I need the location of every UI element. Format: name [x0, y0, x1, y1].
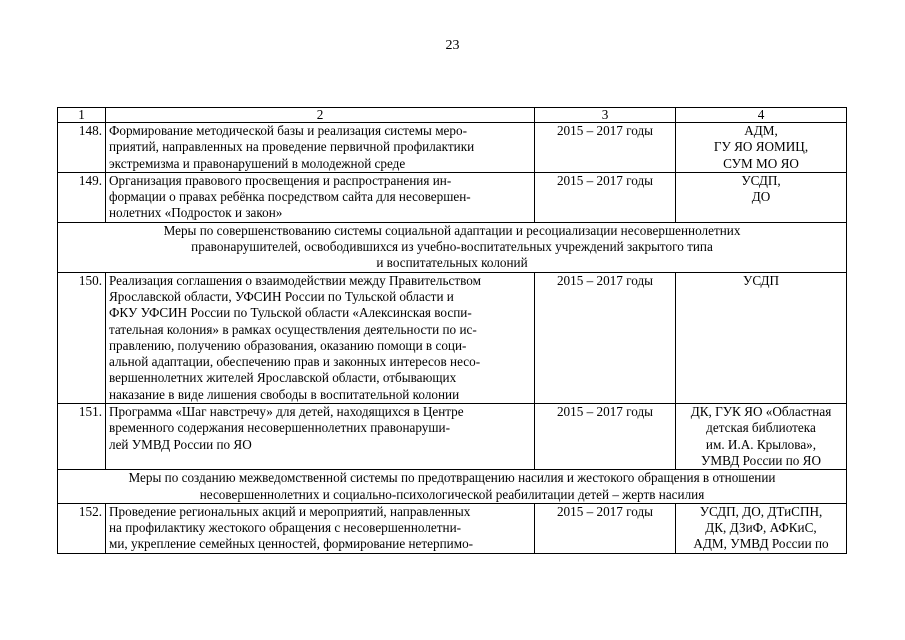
table-row — [58, 503, 847, 553]
item-executors — [676, 404, 847, 470]
item-number: 151. — [58, 404, 106, 470]
item-description-line: временного содержания несовершеннолетних правонаруши- — [109, 420, 451, 436]
item-description-line: вершеннолетних жителей Ярославской области, отбывающих — [109, 370, 457, 386]
item-description-line: ми, укрепление семейных ценностей, формирование нетерпимо- — [109, 536, 474, 552]
item-executor-line: СУМ МО ЯО — [723, 155, 799, 171]
item-description-line: лей УМВД России по ЯО — [109, 436, 252, 452]
item-term: 2015 – 2017 годы — [535, 172, 676, 222]
item-executors — [676, 172, 847, 222]
measures-table — [57, 107, 847, 554]
table-row — [58, 172, 847, 222]
item-executor-line: УСДП, — [741, 172, 781, 188]
section-heading — [58, 470, 847, 504]
item-description-line: Реализация соглашения о взаимодействии между Правительством — [109, 272, 481, 288]
section-heading-line: Меры по совершенствованию системы социальной адаптации и ресоциализации несовершеннолетних — [163, 222, 741, 238]
item-number: 152. — [58, 503, 106, 553]
item-description-line: наказание в виде лишения свободы в воспитательной колонии — [109, 386, 460, 402]
item-description-line: тательная колония» в рамках осуществления деятельности по ис- — [109, 321, 477, 337]
table-row — [58, 404, 847, 470]
item-description-line: ФКУ УФСИН России по Тульской области «Алексинская воспи- — [109, 305, 472, 321]
item-executor-line: детская библиотека — [706, 420, 816, 436]
item-description-line: Ярославской области, УФСИН России по Тульской области и — [109, 288, 454, 304]
item-executor-line: ДК, ДЗиФ, АФКиС, — [705, 520, 817, 536]
item-description — [106, 503, 535, 553]
item-description-line: на профилактику жестокого обращения с несовершеннолетни- — [109, 520, 462, 536]
item-executor-line: ГУ ЯО ЯОМИЦ, — [713, 139, 809, 155]
item-term: 2015 – 2017 годы — [535, 503, 676, 553]
item-executor-line: УСДП — [743, 272, 779, 288]
item-description-line: альной адаптации, обеспечению прав и законных интересов несо- — [109, 354, 481, 370]
item-executors — [676, 272, 847, 403]
item-number: 149. — [58, 172, 106, 222]
table-row — [58, 123, 847, 173]
item-executor-line: ДК, ГУК ЯО «Областная — [690, 404, 832, 420]
item-executors — [676, 123, 847, 173]
item-number: 150. — [58, 272, 106, 403]
table-header-row — [58, 108, 847, 123]
section-heading-line: правонарушителей, освободившихся из учебно-воспитательных учреждений закрытого типа — [191, 239, 713, 255]
item-executor-line: АДМ, УМВД России по — [693, 536, 829, 552]
item-executor-line: им. И.А. Крылова», — [705, 436, 817, 452]
section-heading-line: и воспитательных колоний — [376, 255, 528, 271]
item-term: 2015 – 2017 годы — [535, 404, 676, 470]
item-executors — [676, 503, 847, 553]
header-cell-executors: 4 — [676, 108, 847, 123]
item-executor-line: УМВД России по ЯО — [701, 452, 821, 468]
table-row — [58, 272, 847, 403]
item-description — [106, 172, 535, 222]
header-cell-description: 2 — [106, 108, 535, 123]
item-description-line: Проведение региональных акций и мероприятий, направленных — [109, 503, 471, 519]
section-heading-line: Меры по созданию межведомственной системы по предотвращению насилия и жестокого обращения в отношении — [128, 470, 776, 486]
section-heading-row — [58, 470, 847, 504]
item-description-line: правлению, получению образования, оказанию помощи в соци- — [109, 337, 467, 353]
section-heading-line: несовершеннолетних и социально-психологической реабилитации детей – жертв насилия — [199, 486, 705, 502]
section-heading — [58, 222, 847, 272]
item-description-line: Программа «Шаг навстречу» для детей, находящихся в Центре — [109, 404, 464, 420]
item-description-line: нолетних «Подросток и закон» — [109, 205, 283, 221]
item-description — [106, 404, 535, 470]
item-executor-line: УСДП, ДО, ДТиСПН, — [699, 503, 823, 519]
item-description-line: Организация правового просвещения и распространения ин- — [109, 172, 452, 188]
item-description — [106, 123, 535, 173]
item-description-line: формации о правах ребёнка посредством сайта для несовершен- — [109, 189, 471, 205]
item-term: 2015 – 2017 годы — [535, 272, 676, 403]
item-executor-line: ДО — [751, 189, 771, 205]
header-cell-term: 3 — [535, 108, 676, 123]
page-number: 23 — [445, 38, 460, 53]
item-number: 148. — [58, 123, 106, 173]
item-description — [106, 272, 535, 403]
item-term: 2015 – 2017 годы — [535, 123, 676, 173]
item-description-line: Формирование методической базы и реализация системы меро- — [109, 123, 467, 138]
header-cell-number: 1 — [58, 108, 106, 123]
item-executor-line: АДМ, — [744, 123, 778, 138]
item-description-line: экстремизма и правонарушений в молодежной среде — [109, 155, 406, 171]
section-heading-row — [58, 222, 847, 272]
item-description-line: приятий, направленных на проведение первичной профилактики — [109, 139, 475, 155]
